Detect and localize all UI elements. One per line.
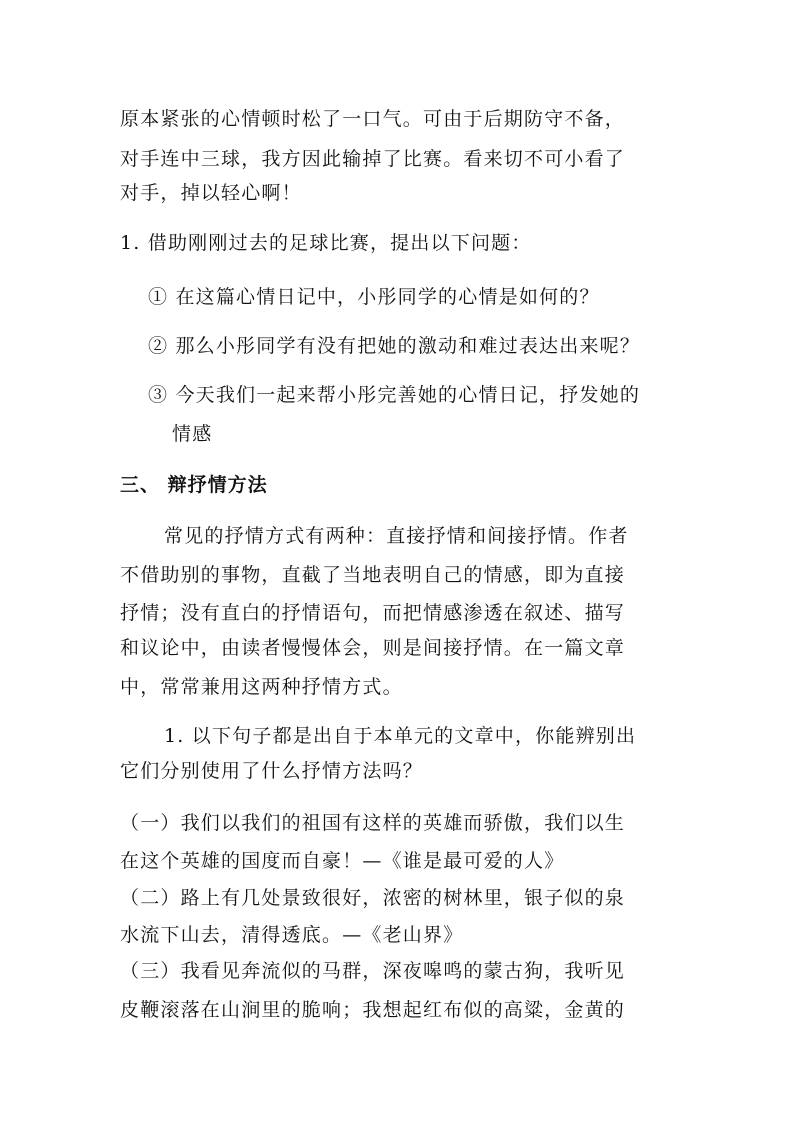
example-1-line-1: （一）我们以我们的祖国有这样的英雄而骄傲，我们以生	[120, 812, 626, 834]
task-1-line: 1. 借助刚刚过去的足球比赛，提出以下问题：	[120, 232, 532, 254]
paragraph-line-5: 中，常常兼用这两种抒情方式。	[120, 676, 403, 698]
section-heading: 三、 辩抒情方法	[120, 474, 268, 496]
question-3-continued: 情感	[172, 423, 213, 445]
example-1-line-2: 在这个英雄的国度而自豪！—《谁是最可爱的人》	[120, 850, 565, 872]
example-2-line-2: 水流下山去，清得透底。—《老山界》	[120, 924, 464, 946]
intro-line-1: 原本紧张的心情顿时松了一口气。可由于后期防守不备，	[120, 108, 626, 130]
task-2-line-1: 1. 以下句子都是出自于本单元的文章中，你能辨别出	[164, 725, 637, 747]
question-2: ② 那么小彤同学有没有把她的激动和难过表达出来呢？	[148, 335, 641, 357]
paragraph-line-4: 和议论中，由读者慢慢体会，则是间接抒情。在一篇文章	[120, 637, 626, 659]
example-3-line-2: 皮鞭滚落在山涧里的脆响；我想起红布似的高粱，金黄的	[120, 999, 626, 1021]
question-3: ③ 今天我们一起来帮小彤完善她的心情日记，抒发她的	[148, 384, 641, 406]
intro-line-3: 对手，掉以轻心啊！	[120, 182, 302, 204]
question-1: ① 在这篇心情日记中，小彤同学的心情是如何的？	[148, 286, 600, 308]
paragraph-line-2: 不借助别的事物，直截了当地表明自己的情感，即为直接	[120, 564, 626, 586]
example-2-line-1: （二）路上有几处景致很好，浓密的树林里，银子似的泉	[120, 887, 626, 909]
paragraph-line-1: 常见的抒情方式有两种：直接抒情和间接抒情。作者	[164, 525, 629, 547]
paragraph-line-3: 抒情；没有直白的抒情语句，而把情感渗透在叙述、描写	[120, 602, 626, 624]
example-3-line-1: （三）我看见奔流似的马群，深夜嗥鸣的蒙古狗，我听见	[120, 960, 626, 982]
task-2-line-2: 它们分别使用了什么抒情方法吗？	[120, 760, 424, 782]
intro-line-2: 对手连中三球，我方因此输掉了比赛。看来切不可小看了	[120, 148, 626, 170]
